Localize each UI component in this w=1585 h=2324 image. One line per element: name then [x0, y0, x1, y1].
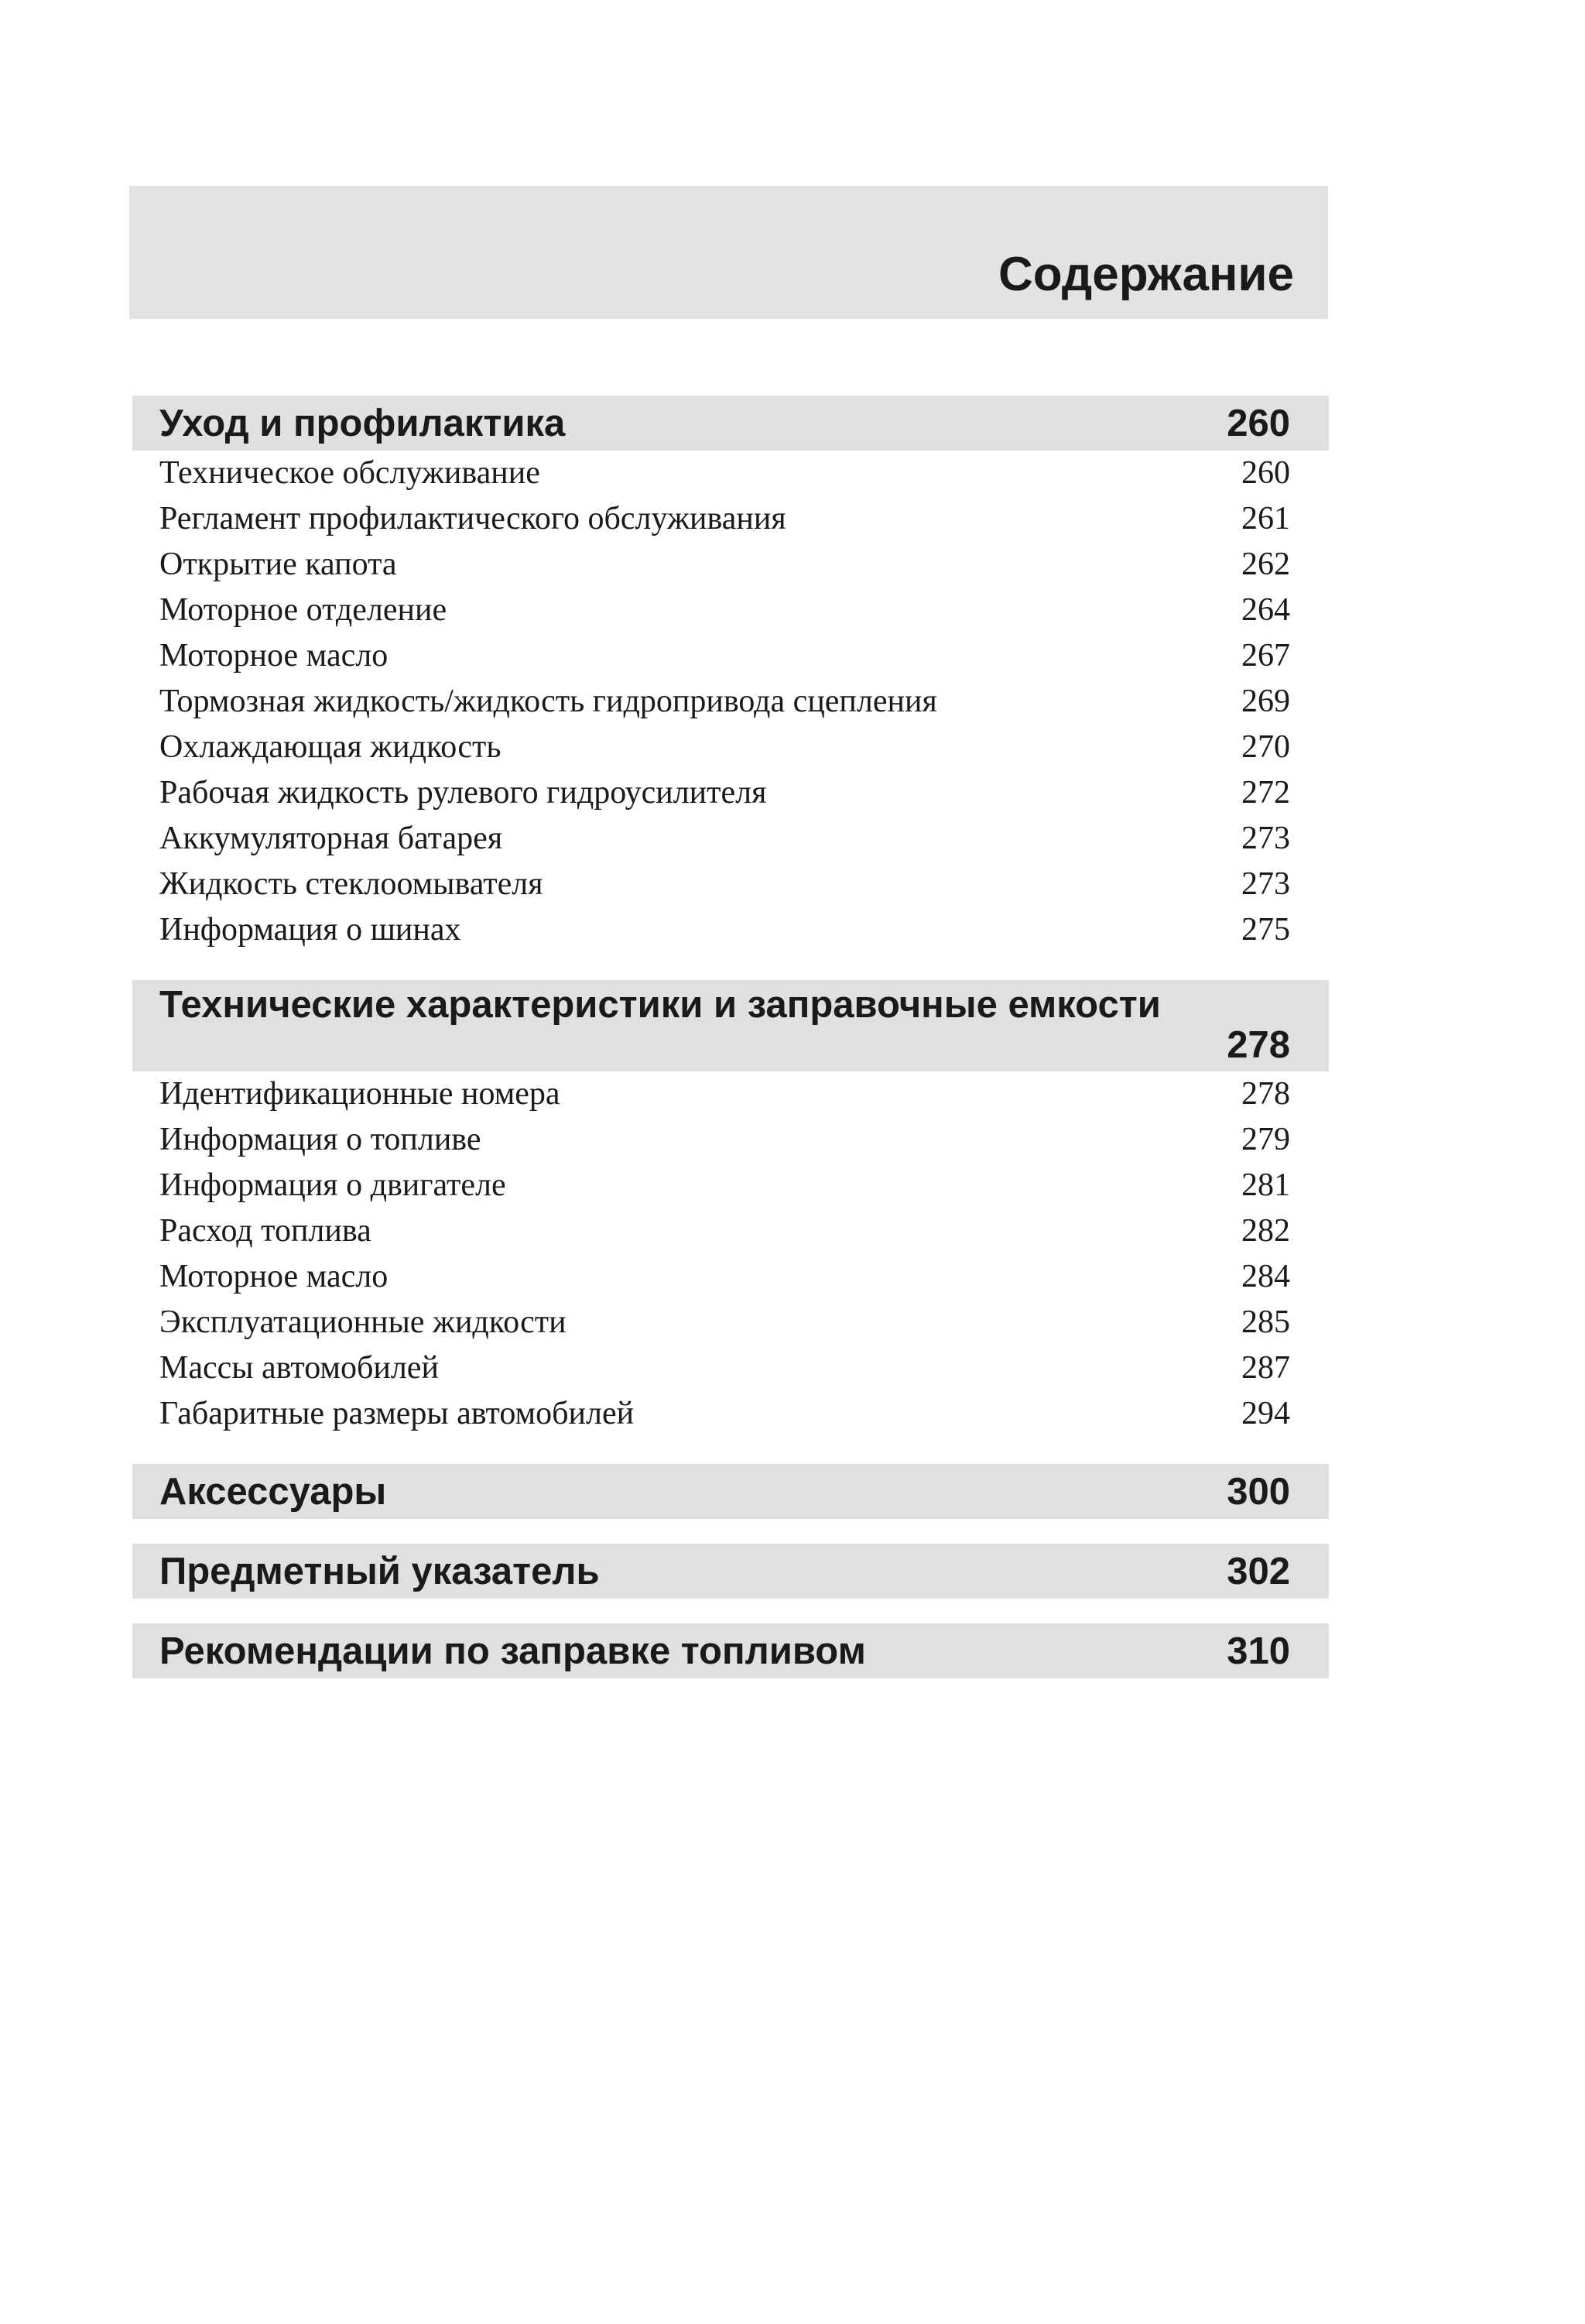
entry-title: Эксплуатационные жидкости — [159, 1304, 567, 1340]
toc-entry[interactable] — [132, 1071, 1329, 1117]
toc-entry[interactable] — [132, 588, 1329, 633]
toc-entry[interactable] — [132, 1208, 1329, 1254]
section-header-specs[interactable] — [132, 980, 1329, 1071]
toc-entry[interactable] — [132, 907, 1329, 953]
section-header-accessories[interactable] — [132, 1464, 1329, 1519]
entry-page-number: 273 — [1241, 866, 1290, 902]
toc-entry[interactable] — [132, 1254, 1329, 1300]
toc-entry[interactable] — [132, 816, 1329, 862]
toc-entry[interactable] — [132, 1345, 1329, 1391]
entry-title: Габаритные размеры автомобилей — [159, 1396, 635, 1431]
entry-page-number: 279 — [1241, 1122, 1290, 1157]
entry-title: Информация о топливе — [159, 1122, 481, 1157]
page-title: Содержание — [998, 248, 1294, 301]
entry-title: Идентификационные номера — [159, 1076, 560, 1112]
entry-page-number: 260 — [1241, 455, 1290, 491]
entry-page-number: 270 — [1241, 729, 1290, 765]
entry-title: Техническое обслуживание — [159, 455, 540, 491]
entry-title: Расход топлива — [159, 1213, 371, 1249]
entry-title: Жидкость стеклоомывателя — [159, 866, 543, 902]
entry-page-number: 287 — [1241, 1350, 1290, 1386]
section-header-fueling[interactable] — [132, 1623, 1329, 1678]
section-header-care[interactable] — [132, 396, 1329, 451]
entry-page-number: 275 — [1241, 912, 1290, 948]
toc-entry[interactable] — [132, 725, 1329, 770]
spacer — [132, 1519, 1329, 1544]
toc-entry[interactable] — [132, 1391, 1329, 1437]
entry-page-number: 267 — [1241, 638, 1290, 674]
spacer — [132, 1599, 1329, 1623]
entry-title: Охлаждающая жидкость — [159, 729, 502, 765]
entry-page-number: 281 — [1241, 1167, 1290, 1203]
section-page-number: 310 — [1227, 1630, 1290, 1672]
section-entries-specs — [132, 1071, 1329, 1437]
entry-page-number: 273 — [1241, 821, 1290, 856]
toc-entry[interactable] — [132, 862, 1329, 907]
entry-page-number: 285 — [1241, 1304, 1290, 1340]
title-band — [129, 186, 1328, 319]
spacer — [132, 1437, 1329, 1464]
entry-page-number: 261 — [1241, 501, 1290, 536]
toc-entry[interactable] — [132, 1300, 1329, 1345]
toc-entry[interactable] — [132, 496, 1329, 542]
entry-title: Регламент профилактического обслуживания — [159, 501, 786, 536]
entry-title: Моторное масло — [159, 1259, 389, 1294]
section-page-number: 278 — [1227, 1024, 1290, 1066]
toc-entry[interactable] — [132, 679, 1329, 725]
entry-title: Открытие капота — [159, 547, 397, 582]
entry-title: Моторное отделение — [159, 592, 447, 628]
entry-page-number: 269 — [1241, 684, 1290, 719]
section-page-number: 302 — [1227, 1551, 1290, 1592]
entry-page-number: 264 — [1241, 592, 1290, 628]
toc-entry[interactable] — [132, 1163, 1329, 1208]
entry-page-number: 262 — [1241, 547, 1290, 582]
section-title: Аксессуары — [159, 1471, 387, 1513]
table-of-contents — [132, 396, 1329, 1678]
toc-entry[interactable] — [132, 542, 1329, 588]
entry-title: Моторное масло — [159, 638, 389, 674]
section-title: Уход и профилактика — [159, 403, 566, 444]
toc-entry[interactable] — [132, 633, 1329, 679]
section-title: Технические характеристики и заправочные емкости — [159, 984, 1161, 1026]
section-title: Предметный указатель — [159, 1551, 600, 1592]
entry-page-number: 294 — [1241, 1396, 1290, 1431]
entry-page-number: 272 — [1241, 775, 1290, 811]
entry-title: Тормозная жидкость/жидкость гидропривода сцепления — [159, 684, 937, 719]
entry-page-number: 278 — [1241, 1076, 1290, 1112]
section-page-number: 260 — [1227, 403, 1290, 444]
spacer — [132, 953, 1329, 980]
section-title: Рекомендации по заправке топливом — [159, 1630, 866, 1672]
toc-entry[interactable] — [132, 1117, 1329, 1163]
section-header-index[interactable] — [132, 1544, 1329, 1599]
entry-title: Массы автомобилей — [159, 1350, 439, 1386]
section-entries-care — [132, 451, 1329, 953]
toc-entry[interactable] — [132, 451, 1329, 496]
entry-page-number: 284 — [1241, 1259, 1290, 1294]
toc-entry[interactable] — [132, 770, 1329, 816]
entry-title: Информация о двигателе — [159, 1167, 506, 1203]
entry-title: Рабочая жидкость рулевого гидроусилителя — [159, 775, 767, 811]
section-page-number: 300 — [1227, 1471, 1290, 1513]
entry-title: Информация о шинах — [159, 912, 461, 948]
entry-page-number: 282 — [1241, 1213, 1290, 1249]
entry-title: Аккумуляторная батарея — [159, 821, 503, 856]
